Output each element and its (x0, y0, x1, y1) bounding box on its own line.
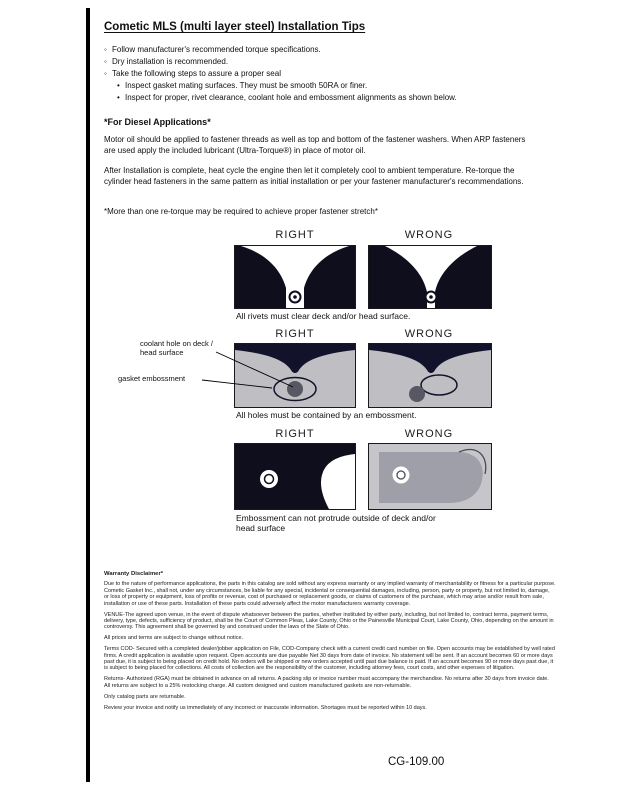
tip-text: Inspect for proper, rivet clearance, coolant hole and embossment alignments as shown below. (125, 93, 457, 102)
right-column-header: RIGHT (275, 229, 315, 241)
wrong-column-header: WRONG (404, 229, 454, 241)
circle-bullet-icon: ◦ (104, 45, 107, 54)
diagram-caption: Embossment can not protrude outside of deck and/or head surface (236, 513, 436, 533)
wrong-column-header: WRONG (404, 328, 454, 340)
disclaimer-paragraph: Only catalog parts are returnable. (104, 693, 186, 700)
diagram-protrusion-right (234, 443, 356, 510)
list-item (104, 80, 566, 92)
right-column-header: RIGHT (275, 428, 315, 440)
list-item (104, 68, 566, 80)
disclaimer-paragraph: All prices and terms are subject to change without notice. (104, 635, 244, 642)
list-item (104, 92, 566, 104)
tip-text: Dry installation is recommended. (112, 57, 229, 66)
diesel-applications-heading: *For Diesel Applications* (104, 117, 211, 127)
installation-tips-list (104, 44, 566, 104)
diagram-embossment-wrong (368, 343, 492, 408)
disclaimer-heading: Warranty Disclaimer* (104, 571, 164, 577)
disclaimer-paragraph: Returns- Authorized (RGA) must be obtained in advance on all returns. A packing slip or invoice number must accompany the merchandise. No returns after 30 days from invoice date. All returns are subject to a 25% restocking charge. All custom designed and custom manufactured gaskets are non-returnable. (104, 676, 549, 689)
diesel-paragraph-2: After Installation is complete, heat cycle the engine then let it completely cool to ambient temperature. Re-torque the cylinder head fasteners in the same pattern as initial installation or per your fastener manufacturer's recommendations. (104, 166, 524, 186)
diagram-protrusion-wrong (368, 443, 492, 510)
tip-text: Inspect gasket mating surfaces. They must be smooth 50RA or finer. (125, 81, 368, 90)
left-border-rule (86, 8, 90, 782)
diagram-rivet-wrong (368, 245, 492, 309)
diagram-caption: All holes must be contained by an embossment. (236, 410, 417, 420)
tip-text: Take the following steps to assure a proper seal (112, 69, 281, 78)
disclaimer-paragraph: Terms COD- Secured with a completed dealer/jobber application on File, COD-Company check with a current credit card number on file. Open accounts may be established by well rated firms. A credit application is available upon request. Open accounts are due payable Net 30 days from date of invoice. No statement will be sent. If an account becomes 60 or more days past due, it is subject to being placed on credit hold. No orders will be shipped or new orders accepted until past due balance is paid. If an account becomes 90 or more days past due, it is subject to being placed for collections. All costs of collection are the responsibility of the customer, including attorney fees, court costs, and other expenses of litigation. (104, 646, 555, 672)
page-code: CG-109.00 (388, 756, 445, 768)
dot-bullet-icon: • (117, 93, 120, 102)
right-column-header: RIGHT (275, 328, 315, 340)
tip-text: Follow manufacturer's recommended torque specifications. (112, 45, 321, 54)
dot-bullet-icon: • (117, 81, 120, 90)
retorque-note: *More than one re-torque may be required to achieve proper fastener stretch* (104, 207, 378, 216)
warranty-disclaimer (104, 571, 556, 715)
diagram-rivet-right (234, 245, 356, 309)
wrong-column-header: WRONG (404, 428, 454, 440)
circle-bullet-icon: ◦ (104, 69, 107, 78)
list-item (104, 56, 566, 68)
diagram-embossment-right (234, 343, 356, 408)
disclaimer-paragraph: Due to the nature of performance applications, the parts in this catalog are sold without any express warranty or any implied warranty of merchantability or fitness for a particular purpose. Cometic Gasket Inc., shall not, under any circumstances, be liable for any special, incidental or consequential damages, including, person, party or property, but not limited to, damage, or loss of property or equipment, loss of profits or revenue, cost of purchased or replacement goods, or claims of customers of the purchase, which may arise and/or result from sale, installation or use of these parts. Installation of these parts could adversely affect the motor manufacturers warranty coverage. (104, 581, 556, 607)
diesel-paragraph-1: Motor oil should be applied to fastener threads as well as top and bottom of the fastener washers. When ARP fasteners are used apply the included lubricant (Ultra-Torque®) in place of motor oil. (104, 135, 526, 155)
disclaimer-paragraph: VENUE-The agreed upon venue, in the event of dispute whatsoever between the parties, whether instituted by either party, including, but not limited to, contract terms, payment terms, delivery, type, defects, sufficiency of product, shall be the Court of Common Pleas, Lake County, Ohio or the Painesville Municipal Court, Lake County, Ohio, depending on the amount in controversy. This agreement shall be governed by and construed under the laws of the State of Ohio. (104, 611, 554, 631)
page-title: Cometic MLS (multi layer steel) Installation Tips (104, 21, 366, 33)
diagram-caption: All rivets must clear deck and/or head surface. (236, 311, 411, 321)
list-item (104, 44, 566, 56)
gasket-embossment-callout: gasket embossment (118, 374, 186, 383)
disclaimer-paragraph: Review your invoice and notify us immediately of any incorrect or inaccurate information. Shortages must be reported within 10 days. (104, 704, 427, 711)
coolant-hole-callout: coolant hole on deck / head surface (140, 339, 213, 357)
circle-bullet-icon: ◦ (104, 57, 107, 66)
